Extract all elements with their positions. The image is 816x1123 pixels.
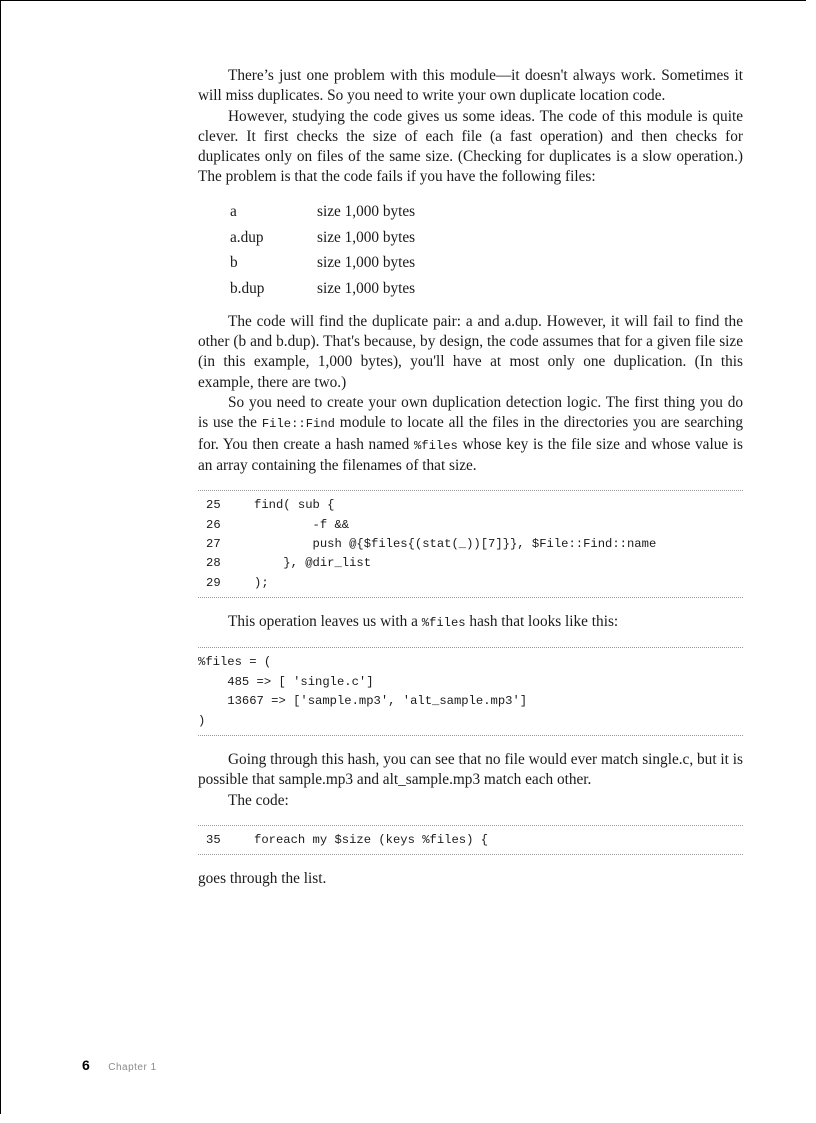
paragraph-text: So you need to create your own duplication detection logic. The first thing you do is use the	[198, 393, 743, 432]
code-line	[198, 496, 743, 515]
file-size-table	[230, 200, 415, 302]
line-number: 28	[206, 556, 221, 571]
paragraph-text: The code will find the duplicate pair: a and a.dup. However, it will fail to find the other (b and b.dup). That's because, by design, the code assumes that for a given file size (in this example, 1,000 bytes), you'll have at most only one duplication. (In this example, there are two.)	[198, 312, 743, 391]
code-line	[198, 535, 743, 554]
file-name: b	[230, 254, 238, 272]
code-listing-find	[198, 490, 743, 598]
code-line	[198, 653, 743, 672]
inline-code: File::Find	[261, 417, 335, 432]
inline-code: %files	[421, 616, 466, 631]
code-text: -f &&	[254, 517, 350, 532]
line-number: 35	[206, 833, 221, 847]
paragraph	[198, 612, 743, 633]
code-text: push @{$files{(stat(_))[7]}}, $File::Find::name	[254, 536, 657, 551]
code-line	[198, 574, 743, 593]
code-listing-hash	[198, 647, 743, 736]
code-line	[198, 516, 743, 535]
code-line	[198, 692, 743, 711]
line-number: 26	[206, 517, 221, 532]
file-name: a.dup	[230, 228, 264, 246]
page-left-edge	[0, 0, 1, 1114]
page-footer	[82, 1057, 157, 1075]
chapter-label: Chapter 1	[108, 1062, 157, 1073]
code-text: )	[198, 713, 206, 728]
paragraph-text: This operation leaves us with a	[228, 613, 422, 631]
page-body	[198, 66, 743, 890]
line-number: 27	[206, 536, 221, 551]
paragraph: goes through the list.	[198, 870, 327, 888]
paragraph-text: hash that looks like this:	[465, 613, 619, 631]
inline-code: %files	[413, 438, 458, 453]
code-listing-foreach	[198, 825, 743, 855]
file-size: size 1,000 bytes	[317, 203, 416, 221]
code-line	[198, 673, 743, 692]
table-row	[230, 200, 415, 226]
code-text: 13667 => ['sample.mp3', 'alt_sample.mp3']	[198, 694, 528, 709]
file-size: size 1,000 bytes	[317, 254, 416, 272]
code-text: );	[254, 575, 269, 590]
paragraph-text: module to locate all the files in the directories you are searching for. You then create a hash named	[198, 414, 744, 453]
code-text: find( sub {	[254, 498, 335, 513]
table-row	[230, 251, 415, 277]
paragraph: Going through this hash, you can see that no file would ever match single.c, but it is possible that sample.mp3 and alt_sample.mp3 match each other.	[198, 751, 743, 789]
paragraph: However, studying the code gives us some ideas. The code of this module is quite clever. It first checks the size of each file (a fast operation) and then checks for duplicates only on files of the same size. (Checking for duplicates is a slow operation.) The problem is that the code fails if you have the following files:	[198, 107, 743, 186]
code-text: %files = (	[198, 655, 272, 670]
code-line	[198, 712, 743, 731]
paragraph	[198, 312, 743, 393]
table-row	[230, 276, 415, 302]
code-text: }, @dir_list	[254, 556, 372, 571]
code-text: 485 => [ 'single.c']	[198, 674, 374, 689]
line-number: 29	[206, 575, 221, 590]
code-line	[198, 554, 743, 573]
file-size: size 1,000 bytes	[317, 279, 416, 297]
paragraph	[198, 393, 743, 476]
file-name: a	[230, 203, 237, 221]
page-top-edge	[0, 0, 806, 1]
paragraph-text: whose key is the file size and whose value is an array containing the filenames of that size.	[198, 435, 743, 474]
paragraph: There’s just one problem with this module—it doesn't always work. Sometimes it will miss duplicates. So you need to write your own duplicate location code.	[198, 67, 743, 105]
file-name: b.dup	[230, 279, 265, 297]
file-size: size 1,000 bytes	[317, 228, 416, 246]
line-number: 25	[206, 498, 221, 513]
code-line	[198, 831, 743, 850]
code-text: foreach my $size (keys %files) {	[254, 833, 489, 847]
paragraph: The code:	[228, 791, 289, 809]
table-row	[230, 225, 415, 251]
page-number: 6	[82, 1057, 90, 1073]
